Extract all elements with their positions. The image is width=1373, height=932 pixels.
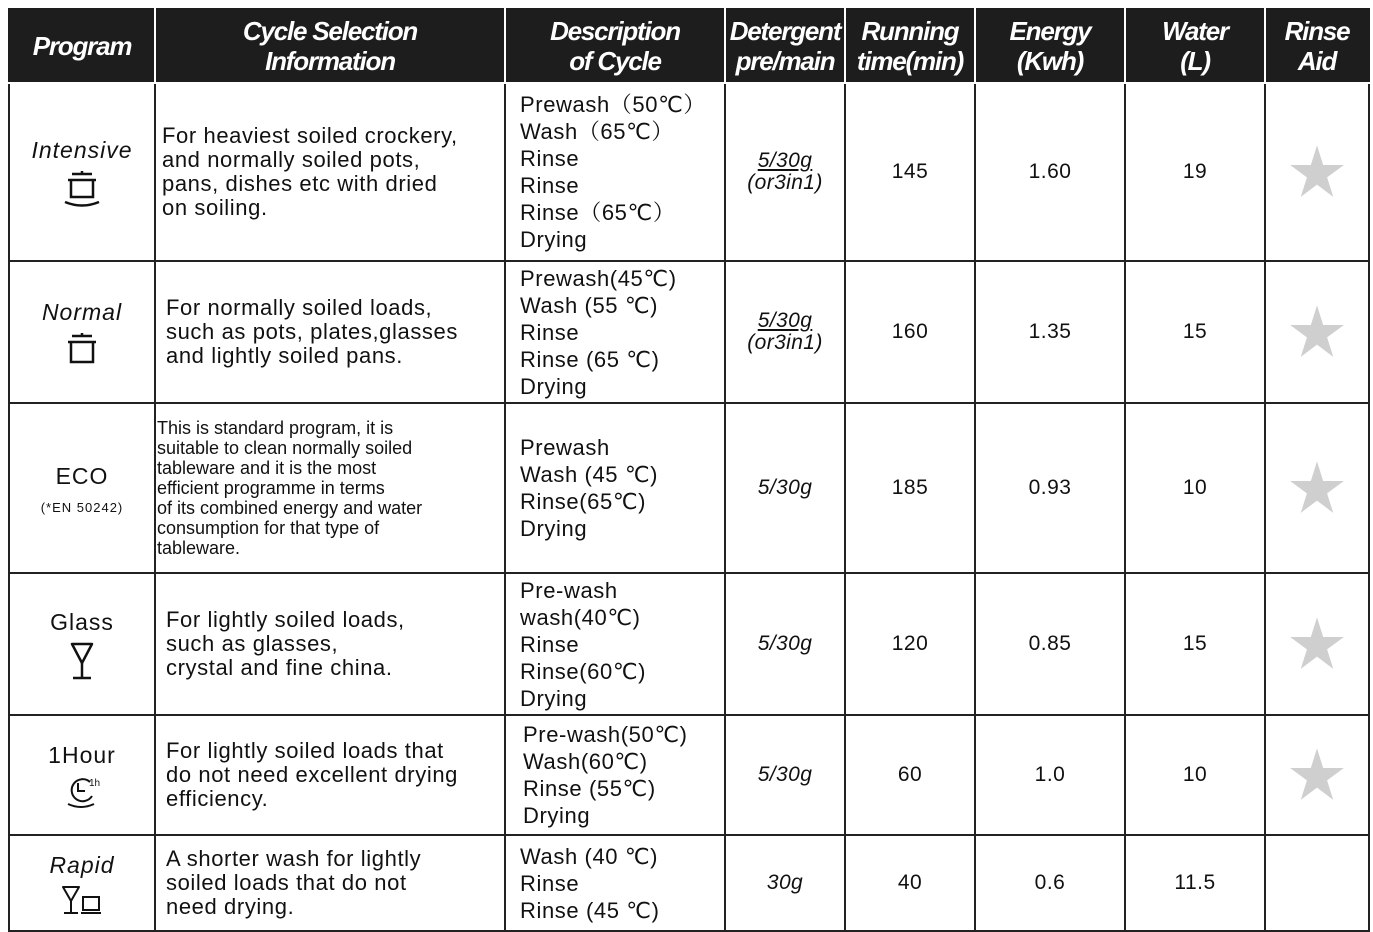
standard-note: (*EN 50242) — [40, 499, 124, 515]
energy-cell: 0.85 — [975, 573, 1125, 715]
program-cell — [9, 403, 155, 573]
cycle-info-cell: For heaviest soiled crockery, and normally soiled pots, pans, dishes etc with dried on soiling. — [155, 83, 505, 261]
star-icon — [1289, 305, 1345, 359]
detergent-cell: 5/30g — [725, 403, 845, 573]
rinse-aid-cell — [1265, 835, 1369, 931]
program-name: Normal — [41, 298, 123, 325]
running-time-cell: 145 — [845, 83, 975, 261]
energy-cell: 1.35 — [975, 261, 1125, 403]
energy-cell: 0.93 — [975, 403, 1125, 573]
header-row — [9, 9, 1369, 83]
rinse-aid-cell — [1265, 403, 1369, 573]
water-cell: 15 — [1125, 261, 1265, 403]
header-detergent: Detergent pre/main — [725, 9, 845, 83]
table-row — [9, 83, 1369, 261]
cycle-info-cell: For normally soiled loads, such as pots, plates,glasses and lightly soiled pans. — [155, 261, 505, 403]
header-water: Water (L) — [1125, 9, 1265, 83]
program-name: Glass — [50, 608, 114, 635]
water-cell: 19 — [1125, 83, 1265, 261]
cycle-info-cell: This is standard program, it is suitable to clean normally soiled tableware and it is the most efficient programme in terms of its combined energy and water consumption for that type of tableware. — [155, 403, 505, 573]
one-hour-clock-icon — [62, 774, 102, 810]
header-running-time: Running time(min) — [845, 9, 975, 83]
star-icon — [1289, 145, 1345, 199]
program-cell — [9, 573, 155, 715]
header-rinse-aid: Rinse Aid — [1265, 9, 1369, 83]
table-row — [9, 261, 1369, 403]
glass-and-cup-icon — [60, 884, 104, 916]
header-description: Description of Cycle — [505, 9, 725, 83]
program-cell — [9, 715, 155, 835]
description-cell: Prewash（50℃） Wash（65℃） Rinse Rinse Rinse（65℃） Drying — [505, 83, 725, 261]
program-cell — [9, 835, 155, 931]
detergent-cell: 5/30g (or3in1) — [725, 83, 845, 261]
pot-on-dish-icon — [62, 169, 102, 209]
description-cell: Pre-wash(50℃) Wash(60℃) Rinse (55℃) Drying — [505, 715, 725, 835]
rinse-aid-cell — [1265, 715, 1369, 835]
star-icon — [1289, 748, 1345, 802]
table-row — [9, 835, 1369, 931]
rinse-aid-cell — [1265, 261, 1369, 403]
energy-cell: 1.0 — [975, 715, 1125, 835]
program-table — [8, 8, 1370, 932]
program-name: ECO — [55, 462, 109, 489]
table-row — [9, 573, 1369, 715]
star-icon — [1289, 461, 1345, 515]
table-row — [9, 403, 1369, 573]
header-program: Program — [9, 9, 155, 83]
water-cell: 10 — [1125, 403, 1265, 573]
running-time-cell: 160 — [845, 261, 975, 403]
description-cell: Prewash Wash (45 ℃) Rinse(65℃) Drying — [505, 403, 725, 573]
detergent-cell: 5/30g (or3in1) — [725, 261, 845, 403]
header-cycle-info: Cycle Selection Information — [155, 9, 505, 83]
cycle-info-cell: A shorter wash for lightly soiled loads that do not need drying. — [155, 835, 505, 931]
cycle-info-cell: For lightly soiled loads that do not need excellent drying efficiency. — [155, 715, 505, 835]
star-icon — [1289, 617, 1345, 671]
detergent-cell: 5/30g — [725, 573, 845, 715]
water-cell: 15 — [1125, 573, 1265, 715]
program-name: 1Hour — [48, 741, 116, 768]
program-cell — [9, 83, 155, 261]
water-cell: 10 — [1125, 715, 1265, 835]
pot-icon — [62, 331, 102, 367]
svg-text:1h: 1h — [89, 777, 101, 789]
program-name: Intensive — [31, 136, 133, 163]
wine-glass-icon — [67, 641, 97, 681]
table-row — [9, 715, 1369, 835]
running-time-cell: 120 — [845, 573, 975, 715]
cycle-info-cell: For lightly soiled loads, such as glasses, crystal and fine china. — [155, 573, 505, 715]
program-cell — [9, 261, 155, 403]
energy-cell: 0.6 — [975, 835, 1125, 931]
running-time-cell: 40 — [845, 835, 975, 931]
running-time-cell: 60 — [845, 715, 975, 835]
running-time-cell: 185 — [845, 403, 975, 573]
rinse-aid-cell — [1265, 83, 1369, 261]
detergent-cell: 5/30g — [725, 715, 845, 835]
rinse-aid-cell — [1265, 573, 1369, 715]
header-energy: Energy (Kwh) — [975, 9, 1125, 83]
detergent-cell: 30g — [725, 835, 845, 931]
description-cell: Wash (40 ℃) Rinse Rinse (45 ℃) — [505, 835, 725, 931]
description-cell: Prewash(45℃) Wash (55 ℃) Rinse Rinse (65 ℃) Drying — [505, 261, 725, 403]
energy-cell: 1.60 — [975, 83, 1125, 261]
water-cell: 11.5 — [1125, 835, 1265, 931]
program-name: Rapid — [49, 851, 115, 878]
description-cell: Pre-wash wash(40℃) Rinse Rinse(60℃) Drying — [505, 573, 725, 715]
